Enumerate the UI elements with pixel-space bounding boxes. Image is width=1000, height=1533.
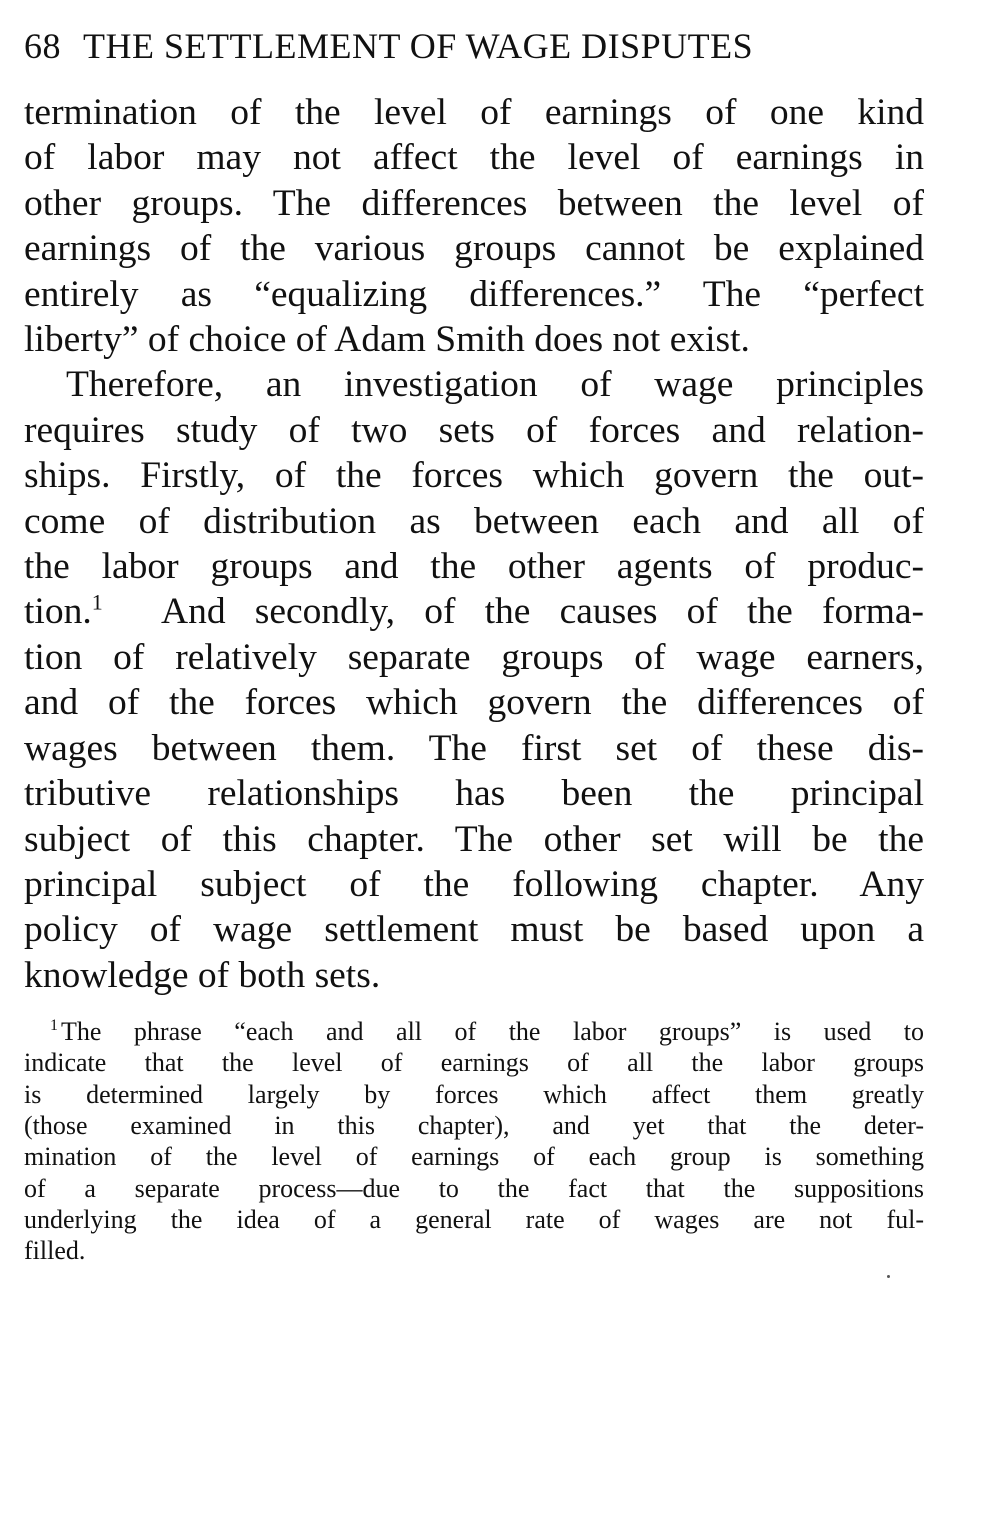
text-line: other groups. The differences between the level of bbox=[24, 182, 924, 224]
footnote-line: underlying the idea of a general rate of wages are not ful- bbox=[24, 1204, 924, 1234]
text-line: earnings of the various groups cannot be explained bbox=[24, 228, 924, 270]
text-line: termination of the level of earnings of one kind bbox=[24, 92, 924, 133]
text-segment: tion. bbox=[24, 591, 92, 633]
footnote-line: (those examined in this chapter), and yet that the deter- bbox=[24, 1111, 924, 1141]
text-line: Therefore, an investigation of wage principles bbox=[66, 364, 924, 406]
page-number: 68 bbox=[24, 26, 61, 66]
footnote-line: indicate that the level of earnings of all the labor groups bbox=[24, 1048, 924, 1078]
text-segment: And secondly, of the causes of the forma- bbox=[161, 591, 924, 633]
body-text bbox=[24, 90, 924, 998]
text-line: ships. Firstly, of the forces which govern the out- bbox=[24, 455, 924, 497]
text-line: entirely as “equalizing differences.” The “perfect bbox=[24, 273, 924, 315]
running-header bbox=[24, 22, 924, 72]
text-line: tributive relationships has been the principal bbox=[24, 773, 924, 815]
ink-speck bbox=[887, 1275, 890, 1278]
text-line: requires study of two sets of forces and relation- bbox=[24, 409, 924, 451]
text-line: knowledge of both sets. bbox=[24, 954, 381, 996]
book-page bbox=[24, 22, 924, 1267]
footnote-text: The phrase “each and all of the labor groups” is used to bbox=[61, 1017, 924, 1047]
footnote-line bbox=[24, 1016, 924, 1047]
text-line: liberty” of choice of Adam Smith does not exist. bbox=[24, 319, 750, 361]
text-line: principal subject of the following chapter. Any bbox=[24, 863, 924, 905]
text-line: and of the forces which govern the differences of bbox=[24, 682, 924, 724]
footnote-line: mination of the level of earnings of each group is something bbox=[24, 1142, 924, 1172]
footnote bbox=[24, 1016, 924, 1266]
text-line: wages between them. The first set of these dis- bbox=[24, 727, 924, 769]
footnote-reference: 1 bbox=[91, 589, 103, 615]
text-line: the labor groups and the other agents of produc- bbox=[24, 546, 924, 588]
text-line: policy of wage settlement must be based upon a bbox=[24, 909, 924, 951]
text-line: of labor may not affect the level of earnings in bbox=[24, 137, 924, 179]
footnote-line: of a separate process—due to the fact that the suppositions bbox=[24, 1173, 924, 1203]
footnote-line: is determined largely by forces which affect them greatly bbox=[24, 1079, 924, 1109]
text-line: come of distribution as between each and all of bbox=[24, 500, 924, 542]
text-line-with-footnote bbox=[24, 589, 924, 634]
footnote-marker: 1 bbox=[50, 1017, 58, 1035]
paragraph bbox=[24, 362, 924, 998]
footnote-line: filled. bbox=[24, 1236, 86, 1266]
text-line: tion of relatively separate groups of wage earners, bbox=[24, 636, 924, 678]
running-title: THE SETTLEMENT OF WAGE DISPUTES bbox=[83, 26, 754, 66]
paragraph-continued bbox=[24, 90, 924, 362]
text-line: subject of this chapter. The other set will be the bbox=[24, 818, 924, 860]
